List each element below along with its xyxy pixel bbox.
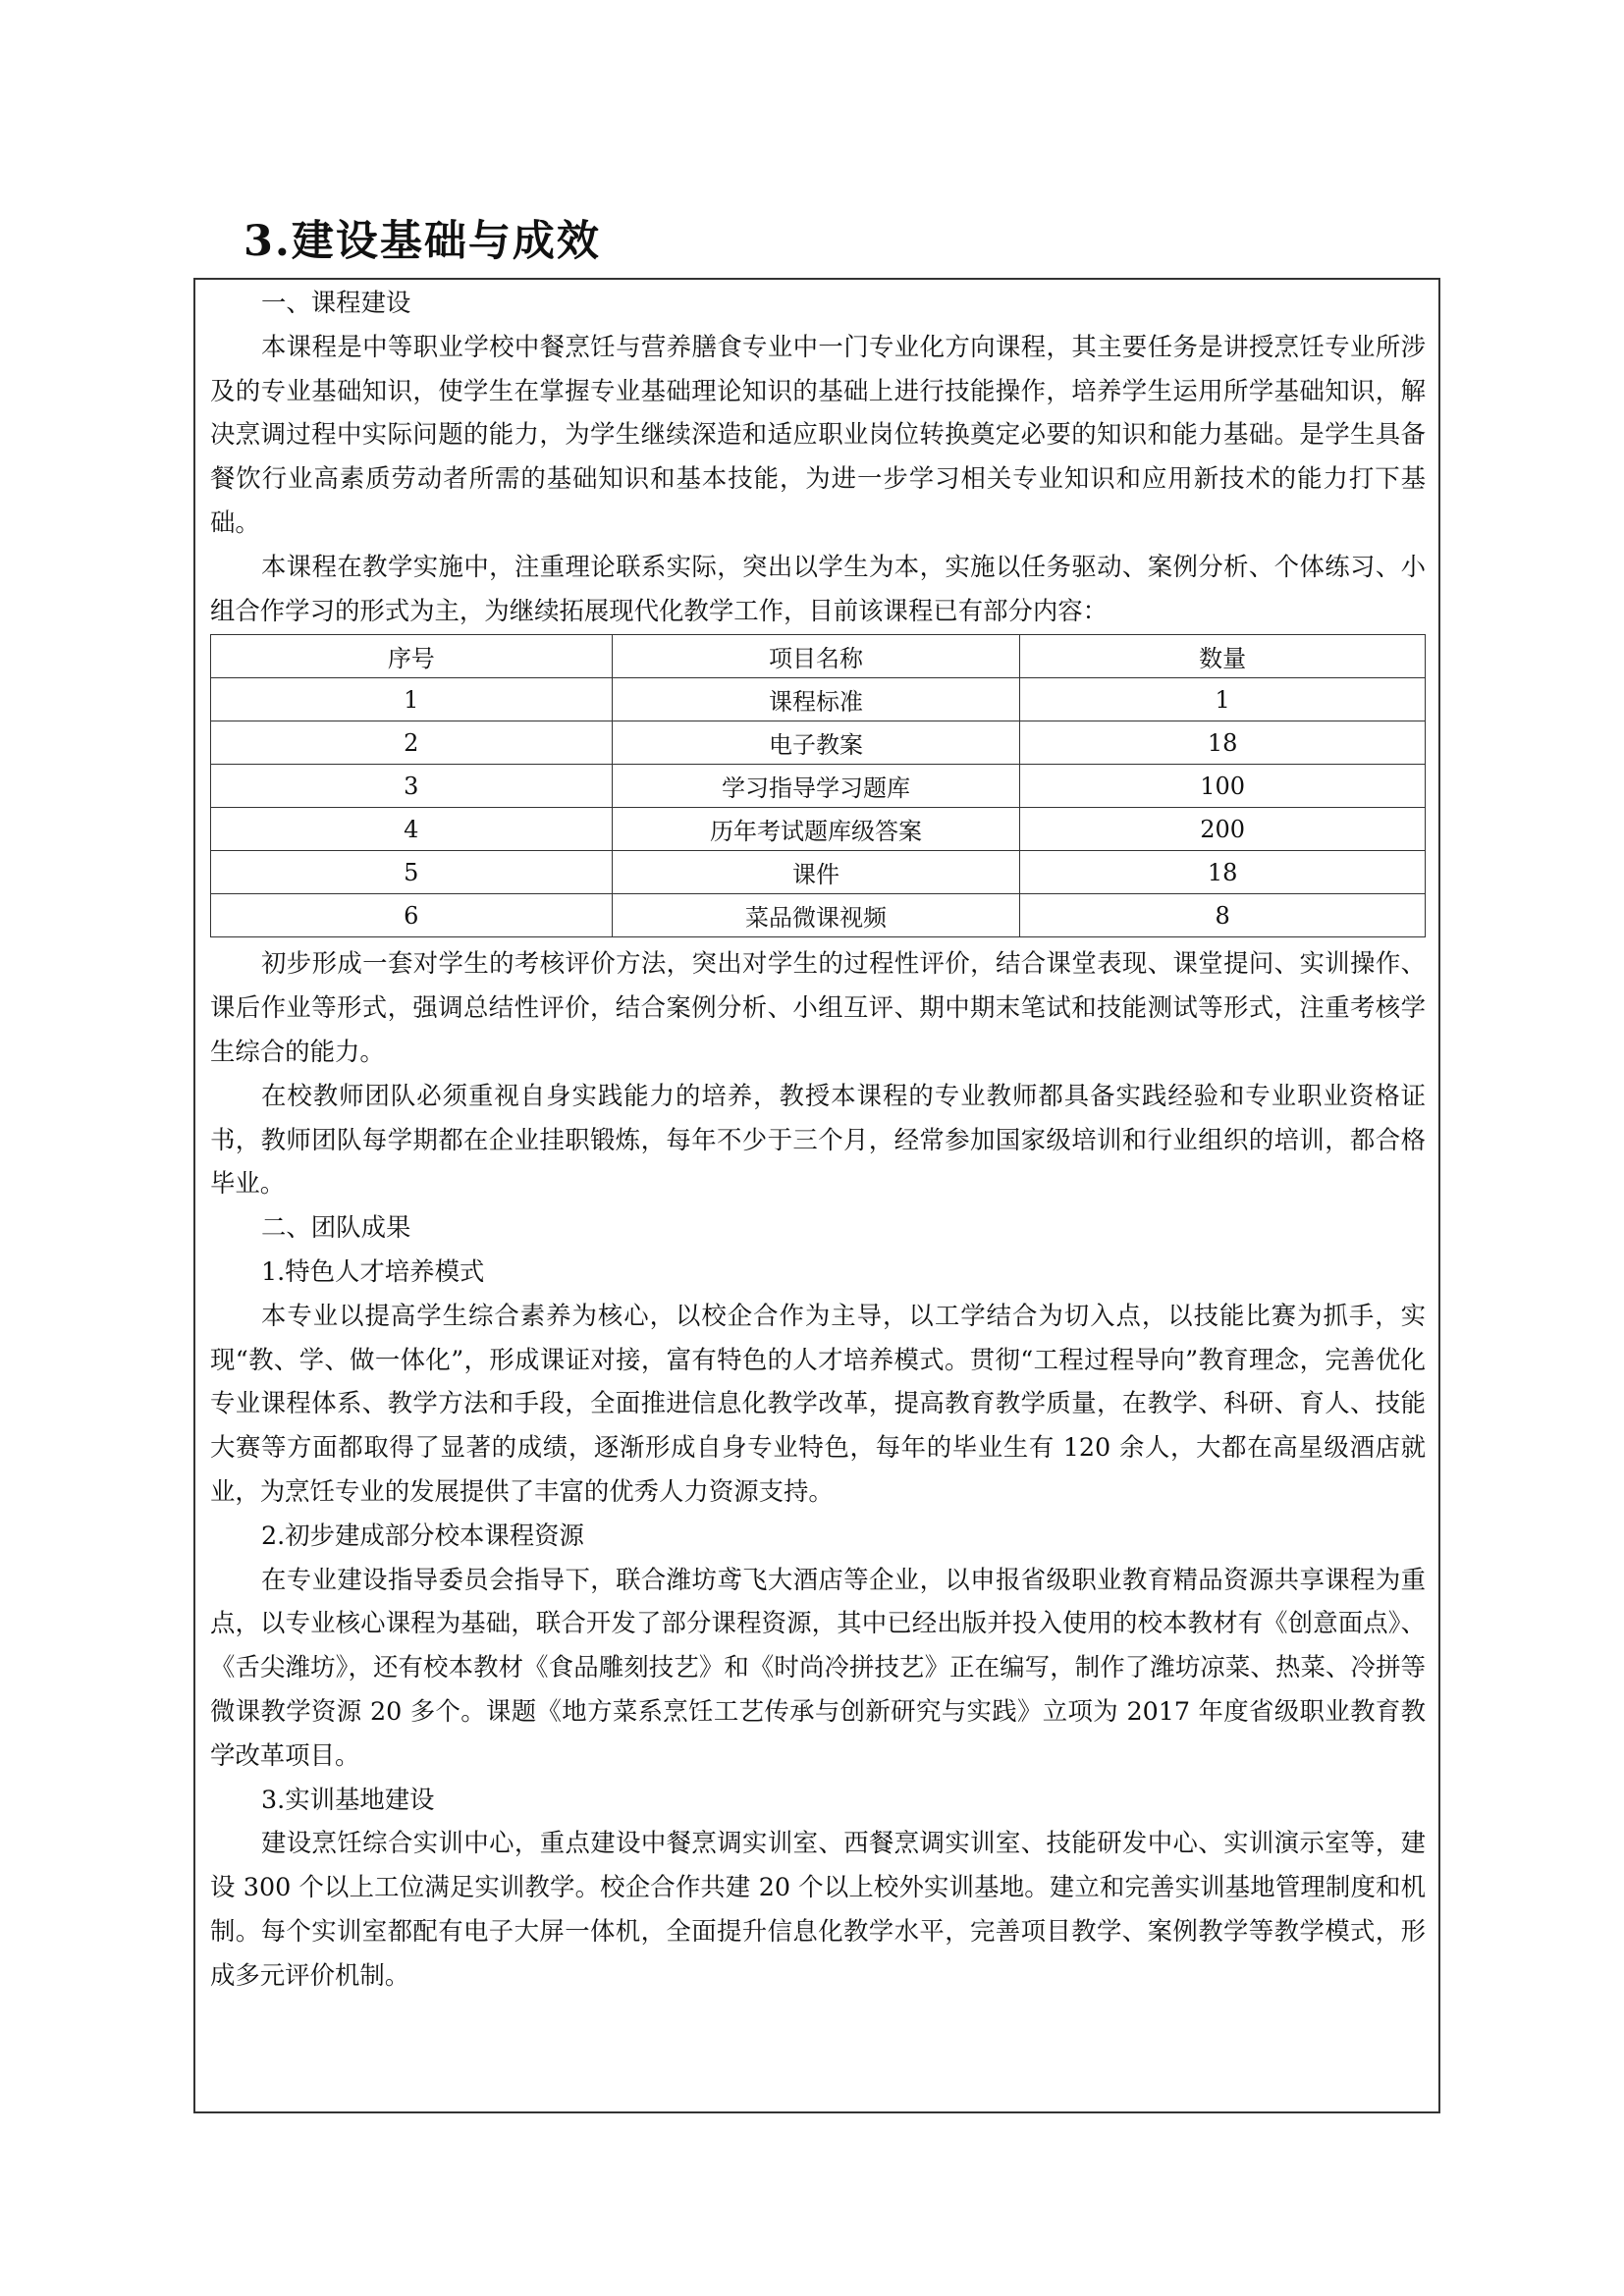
resources-table (210, 634, 1426, 937)
table-cell-quantity: 8 (1020, 894, 1426, 937)
table-cell-item-name: 电子教案 (612, 721, 1020, 765)
paragraph-teacher-team: 在校教师团队必须重视自身实践能力的培养，教授本课程的专业教师都具备实践经验和专业职业资格证书，教师团队每学期都在企业挂职锻炼，每年不少于三个月，经常参加国家级培训和行业组织的培训，都合格毕业。 (210, 1080, 1426, 1199)
table-cell-item-name: 课程标准 (612, 678, 1020, 721)
table-row (211, 808, 1426, 851)
subsection-heading-training-base: 3.实训基地建设 (261, 1784, 435, 1814)
column-header-quantity: 数量 (1020, 635, 1426, 678)
page-title: 3.建设基础与成效 (244, 217, 601, 266)
table-row (211, 894, 1426, 937)
table-cell-quantity: 100 (1020, 765, 1426, 808)
table-row (211, 765, 1426, 808)
table-cell-index: 4 (211, 808, 613, 851)
column-header-index: 序号 (211, 635, 613, 678)
table-cell-index: 3 (211, 765, 613, 808)
table-cell-index: 1 (211, 678, 613, 721)
table-cell-item-name: 学习指导学习题库 (612, 765, 1020, 808)
table-row (211, 721, 1426, 765)
paragraph-course-intro: 本课程是中等职业学校中餐烹饪与营养膳食专业中一门专业化方向课程，其主要任务是讲授烹饪专业所涉及的专业基础知识，使学生在掌握专业基础理论知识的基础上进行技能操作，培养学生运用所学基础知识，解决烹调过程中实际问题的能力，为学生继续深造和适应职业岗位转换奠定必要的知识和能力基础。是学生具备餐饮行业高素质劳动者所需的基础知识和基本技能，为进一步学习相关专业知识和应用新技术的能力打下基础。 (210, 331, 1426, 537)
table-cell-item-name: 课件 (612, 851, 1020, 894)
table-cell-quantity: 18 (1020, 851, 1426, 894)
subsection-heading-talent-model: 1.特色人才培养模式 (261, 1255, 485, 1286)
table-cell-index: 6 (211, 894, 613, 937)
paragraph-assessment: 初步形成一套对学生的考核评价方法，突出对学生的过程性评价，结合课堂表现、课堂提问、实训操作、课后作业等形式，强调总结性评价，结合案例分析、小组互评、期中期末笔试和技能测试等形式，注重考核学生综合的能力。 (210, 948, 1426, 1066)
table-cell-item-name: 历年考试题库级答案 (612, 808, 1020, 851)
table-cell-index: 2 (211, 721, 613, 765)
table-cell-quantity: 18 (1020, 721, 1426, 765)
table-cell-item-name: 菜品微课视频 (612, 894, 1020, 937)
paragraph-talent-model: 本专业以提高学生综合素养为核心，以校企合作为主导，以工学结合为切入点，以技能比赛为抓手，实现“教、学、做一体化”，形成课证对接，富有特色的人才培养模式。贯彻“工程过程导向”教育理念，完善优化专业课程体系、教学方法和手段，全面推进信息化教学改革，提高教育教学质量，在教学、科研、育人、技能大赛等方面都取得了显著的成绩，逐渐形成自身专业特色，每年的毕业生有 120 余人，大都在高星级酒店就业，为烹饪专业的发展提供了丰富的优秀人力资源支持。 (210, 1300, 1426, 1506)
paragraph-training-base: 建设烹饪综合实训中心，重点建设中餐烹调实训室、西餐烹调实训室、技能研发中心、实训演示室等，建设 300 个以上工位满足实训教学。校企合作共建 20 个以上校外实训基地。建立和完善实训基地管理制度和机制。每个实训室都配有电子大屏一体机，全面提升信息化教学水平，完善项目教学、案例教学等教学模式，形成多元评价机制。 (210, 1828, 1426, 1990)
table-cell-quantity: 1 (1020, 678, 1426, 721)
table-row (211, 678, 1426, 721)
table-cell-quantity: 200 (1020, 808, 1426, 851)
section-heading-course: 一、课程建设 (261, 288, 411, 317)
section-heading-achievements: 二、团队成果 (261, 1212, 411, 1243)
column-header-item-name: 项目名称 (612, 635, 1020, 678)
paragraph-course-resources: 在专业建设指导委员会指导下，联合潍坊鸢飞大酒店等企业，以申报省级职业教育精品资源共享课程为重点，以专业核心课程为基础，联合开发了部分课程资源，其中已经出版并投入使用的校本教材有《创意面点》、《舌尖潍坊》，还有校本教材《食品雕刻技艺》和《时尚冷拼技艺》正在编写，制作了潍坊凉菜、热菜、冷拼等微课教学资源 20 多个。课题《地方菜系烹饪工艺传承与创新研究与实践》立项为 2017 年度省级职业教育教学改革项目。 (210, 1564, 1426, 1770)
subsection-heading-course-resources: 2.初步建成部分校本课程资源 (261, 1520, 584, 1550)
paragraph-course-teaching: 本课程在教学实施中，注重理论联系实际，突出以学生为本，实施以任务驱动、案例分析、个体练习、小组合作学习的形式为主，为继续拓展现代化教学工作，目前该课程已有部分内容： (210, 551, 1426, 625)
table-row (211, 851, 1426, 894)
table-cell-index: 5 (211, 851, 613, 894)
table-header-row (211, 635, 1426, 678)
content-body (210, 281, 1426, 1998)
